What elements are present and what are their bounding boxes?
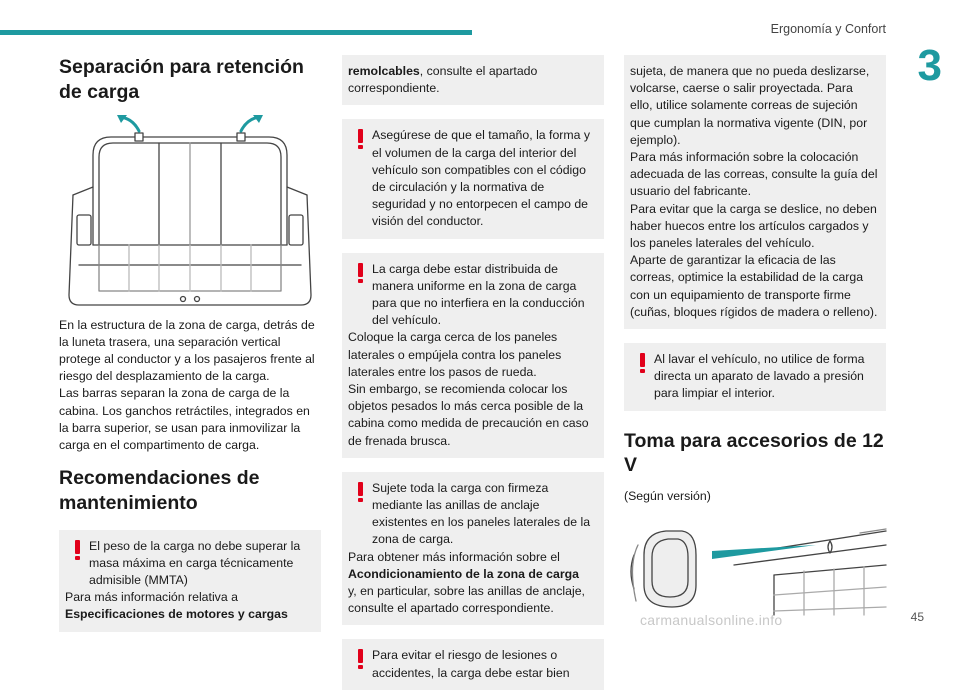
note-text: Para más información sobre la colocación adecuada de las correas, consulte la guía del usuario del fabricante. (630, 150, 878, 199)
note-text: Coloque la carga cerca de los paneles laterales o empújela contra los paneles laterales entre los pasos de rueda. (348, 330, 562, 379)
warning-note-secure-load (342, 472, 604, 626)
note-text: Aparte de garantizar la eficacia de las correas, optimice la estabilidad de la carga con un equipamiento de transporte firme (cuñas, bloques rígidos de madera o relleno). (630, 253, 878, 319)
warning-icon (358, 482, 363, 502)
warning-note-load-weight (59, 530, 321, 632)
version-note: (Según versión) (624, 489, 711, 504)
note-text: , consulte el apartado correspondiente. (348, 64, 538, 96)
warning-icon (640, 353, 645, 373)
note-text: Sujete toda la carga con firmeza mediante las anillas de anclaje existentes en los paneles laterales de la zona de carga. (372, 480, 591, 547)
pickup-bed-separator-illustration (59, 115, 321, 311)
warning-note-injury-risk (342, 639, 604, 689)
note-text: Al lavar el vehículo, no utilice de forma directa un aparato de lavado a presión para limpiar el interior. (654, 352, 865, 401)
section-title-12v-socket: Toma para accesorios de 12 V (624, 429, 884, 477)
note-text: sujeta, de manera que no pueda deslizarse, volcarse, caerse o salir proyectada. Para ello, utilice solamente correas de sujeción que cumplan la normativa vigente (DIN, por ejemplo). (630, 64, 870, 147)
paragraph-bars-description: Las barras separan la zona de carga de la cabina. Los ganchos retráctiles, integrados en la barra superior, se usan para inmovilizar la carga en el compartimento de carga. (59, 386, 310, 452)
note-continuation (624, 55, 886, 329)
note-text: El peso de la carga no debe superar la masa máxima en carga técnicamente admisible (MMTA) (89, 538, 301, 588)
note-text: Para más información relativa a (65, 590, 238, 605)
watermark: carmanualsonline.info (640, 612, 783, 628)
warning-note-load-size (342, 119, 604, 238)
column-3 (624, 55, 886, 615)
warning-icon (75, 540, 80, 560)
note-continuation (342, 55, 604, 105)
note-reference: remolcables (348, 64, 420, 78)
chapter-number: 3 (917, 41, 942, 90)
warning-icon (358, 129, 363, 149)
note-text: Para evitar el riesgo de lesiones o accidentes, la carga debe estar bien (372, 648, 570, 680)
page-number: 45 (910, 610, 924, 624)
note-text: y, en particular, sobre las anillas de anclaje, consulte el apartado correspondiente. (348, 584, 585, 616)
warning-note-washing (624, 343, 886, 411)
note-text: Para evitar que la carga se deslice, no deben haber huecos entre los artículos cargados y los paneles laterales del vehículo. (630, 201, 877, 251)
note-text: Asegúrese de que el tamaño, la forma y el volumen de la carga del interior del vehículo son compatibles con el código de circulación y la normativa de seguridad y no entorpecen el campo de visión del conductor. (372, 128, 591, 229)
paragraph-separator-description: En la estructura de la zona de carga, detrás de la luneta trasera, una separación vertical protege al conductor y a los pasajeros frente al riesgo del desplazamiento de la carga. (59, 317, 315, 384)
note-reference: Especificaciones de motores y cargas (65, 607, 288, 622)
section-title-maintenance: Recomendaciones de mantenimiento (59, 467, 260, 514)
warning-note-load-distribution (342, 253, 604, 458)
header-accent-bar (0, 30, 472, 35)
12v-socket-illustration (624, 515, 886, 615)
column-1 (59, 55, 321, 642)
warning-icon (358, 263, 363, 283)
section-title-cargo-separator: Separación para retención de carga (59, 56, 304, 103)
note-text: Para obtener más información sobre el (348, 549, 560, 564)
running-head: Ergonomía y Confort (770, 22, 886, 36)
note-text: La carga debe estar distribuida de manera uniforme en la zona de carga para que no interfiera en la conducción del vehículo. (372, 261, 585, 328)
note-text: Sin embargo, se recomienda colocar los objetos pesados lo más cerca posible de la cabina como medida de precaución en caso de frenada brusca. (348, 382, 589, 448)
column-2 (342, 55, 604, 700)
note-reference: Acondicionamiento de la zona de carga (348, 566, 579, 581)
warning-icon (358, 649, 363, 669)
